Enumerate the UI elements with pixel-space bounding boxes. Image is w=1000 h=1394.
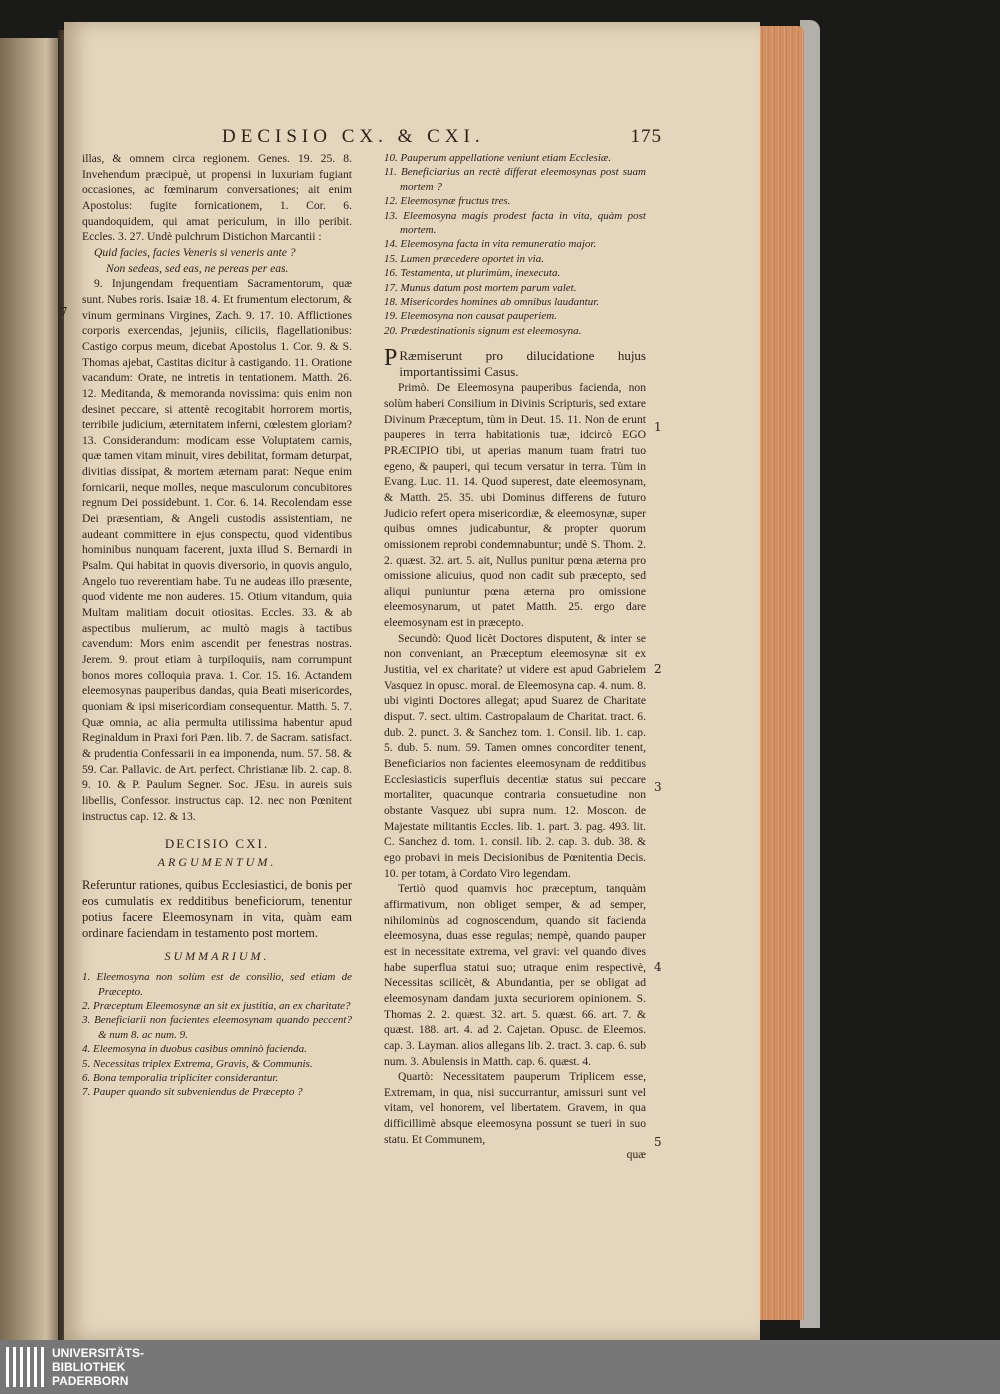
- topic-item: 11. Beneficiarius an rectè differat eleemosynas post suam mortem ?: [384, 166, 646, 193]
- right-paragraph: Secundò: Quod licèt Doctores disputent, & inter se non conveniant, an Præceptum eleemosynæ sit ex Justitia, vel ex charitate? ut videre est apud Gabrielem Vasquez in opusc. moral. de Eleemosyna cap. 4. num. 8. ubi viginti Doctores allegat; apud Suarez de Charitate disput. 7. sect. ultim. Castropalaum de Charitat. tract. 6. dub. 2. punct. 3. & Sanchez tom. 1. Consil. lib. 1. cap. 5. dub. 5. num. 59. Tamen omnes concorditer tenent, Beneficiarios non facientes eleemosynam de redditibus Ecclesiasticis superfluis decentiæ status sui peccare mortaliter, quacunque contraria consuetudine non obstante Vasquez ubi supra num. 12. Moscon. de Majestate militantis Eccles. lib. 1. part. 3. pag. 493. lit. C. Sanchez d. tom. 1. consil. lib. 2. cap. 3. dub. 38. & ego probavi in meis Decisionibus de Pœnitentia Decis. 10. per totam, à Cordato Viro legendam.: [384, 631, 646, 880]
- margin-note-left: 7: [60, 305, 68, 319]
- topic-item: 19. Eleemosyna non causat pauperiem.: [384, 310, 557, 323]
- library-name-line: PADERBORN: [52, 1374, 129, 1388]
- topic-item: 13. Eleemosyna magis prodest facta in vita, quàm post mortem.: [384, 209, 646, 237]
- argumentum-text: Referuntur rationes, quibus Ecclesiastici, de bonis per eos cumulatis ex redditibus beneficiorum, tenentur potius facere Eleemosynam in vita, quàm eam ordinare faciendam in testamento post mortem.: [82, 877, 352, 940]
- argumentum-title: ARGUMENTUM.: [157, 854, 277, 869]
- margin-number: 3: [654, 780, 662, 794]
- summarium-item: 6. Bona temporalia tripliciter considerantur.: [82, 1072, 279, 1085]
- topic-item: 17. Munus datum post mortem parum valet.: [384, 281, 577, 294]
- library-stamp-bar: [0, 1340, 1000, 1394]
- topic-item: 12. Eleemosynæ fructus tres.: [384, 195, 511, 208]
- right-column: [384, 151, 646, 1163]
- decisio-title: DECISIO CXI.: [164, 836, 270, 852]
- summarium-list: [82, 970, 352, 1100]
- left-body-text: 9. Injungendam frequentiam Sacramentorum, quæ sunt. Nubes roris. Isaiæ 18. 4. Et frumentum electorum, & vinum germinans Virgines, Zach. 9. 17. 10. Afflictiones corporis exercendas, jejuniis, ciliciis, flagellationibus: Castigo corpus meum, dicebat Apostolus 1. Cor. 9. & S. Thomas ajebat, Castitas dicitur à castigando. 11. Oratione vacandum: Orate, ne intretis in tentationem. Matth. 26. 12. Meditanda, & memoranda novissima: quis enim non desinet peccare, si attentè recogitabit horrorem mortis, terribile judicium, æternitatem inferni, cœlestem gloriam? 13. Considerandum: modicam esse Voluptatem carnis, quæ tamen vitam minuit, vires debilitat, formam deturpat, divitias dissipat, & mortem æternam parat: Neque enim fornicarii, neque molles, neque masculorum concubitores regnum Dei possidebunt. 1. Cor. 6. 14. Recolendam esse Dei præsentiam, & Angeli custodis assistentiam, ne audeant committere in ejus conspectu, quod videntibus hominibus nunquam facerent, juxta illud S. Bernardi in Psalm. Qui habitat in quovis diversorio, in quovis angulo, Angelo tuo reverentiam habe. Tu ne audeas illo præsente, quod vidente me non auderes. 15. Otium vitandum, quia Multam malitiam docuit otiositas. Eccles. 33. & ab aspectibus mulierum, ac multò magis à tactibus cavendum: Mors enim ascendit per fenestras nostras. Jerem. 9. prout etiam à turpiloquiis, nam corrumpunt bonos mores colloquia prava. 1. Cor. 15. 16. Actandem eleemosynas pauperibus dandas, quia Beati misericordes, quoniam & ipsi misericordiam consequentur. Matth. 5. 7. Quæ omnia, ac alia permulta utilissima habentur apud Reginaldum in Praxi fori Pæn. lib. 7. de Sacram. satisfact. & prudentia Confessarii in ea imponenda, num. 57. 58. & 59. Car. Pallavic. de Art. perfect. Christianæ lib. 2. cap. 8. 9. 10. & P. Paulum Segner. Soc. JEsu. in aureis suis libellis, Confessor. instructus cap. 12. nec non Pœnitent instructus cap. 12. & 13.: [82, 277, 352, 823]
- summarium-item: 4. Eleemosyna in duobus casibus omninò facienda.: [82, 1043, 307, 1056]
- summarium-item: 7. Pauper quando sit subveniendus de Præcepto ?: [82, 1086, 303, 1099]
- topics-list: [384, 151, 646, 338]
- margin-number: 4: [654, 960, 662, 974]
- library-name: [52, 1346, 144, 1388]
- header-title: DECISIO CX. & CXI.: [222, 126, 485, 147]
- catchword: quæ: [626, 1148, 646, 1162]
- margin-number: 2: [654, 662, 662, 676]
- library-logo-icon: [6, 1347, 46, 1387]
- left-paragraph: illas, & omnem circa regionem. Genes. 19. 25. 8. Invehendum præcipuè, ut propensi in luxuriam fugiant occasiones, ac fœminarum conversationes; ait enim Apostolus: fugite fornicationem, 1. Cor. 6. quandoquidem, qui amat periculum, in illo peribit. Eccles. 3. 27. Undè pulchrum Distichon Marcantii :: [82, 152, 352, 244]
- topic-item: 18. Misericordes homines ab omnibus laudantur.: [384, 296, 600, 309]
- library-name-line: BIBLIOTHEK: [52, 1360, 126, 1374]
- verse-line: Non sedeas, sed eas, ne pereas per eas.: [106, 261, 289, 275]
- summarium-item: 2. Præceptum Eleemosynæ an sit ex justitia, an ex charitate?: [82, 1000, 351, 1012]
- intro-text: Ræmiserunt pro dilucidatione hujus importantissimi Casus.: [399, 348, 646, 380]
- intro-paragraph: [384, 345, 646, 380]
- margin-number: 5: [654, 1135, 662, 1149]
- summarium-item: 3. Beneficiarii non facientes eleemosynam quando peccent? & num 8. ac num. 9.: [82, 1014, 352, 1041]
- summarium-title: SUMMARIUM.: [164, 948, 270, 963]
- drop-cap: P: [384, 345, 398, 372]
- topic-item: 14. Eleemosyna facta in vita remuneratio major.: [384, 238, 597, 251]
- summarium-item: 5. Necessitas triplex Extrema, Gravis, & Communis.: [82, 1057, 313, 1070]
- right-paragraph: Tertiò quod quamvis hoc præceptum, tanquàm affirmativum, non obliget semper, & ad semper, nihilominùs ad cognoscendum, quando sit facienda eleemosyna, duas esse regulas; nempè, quando pauper est in necessitate extrema, vel gravi: vel quando dives habe superflua statui suo; utraque enim respectivè, Necessitas scilicèt, & Abundantia, per se obligat ad eleemosynam dandam juxta securiorem opinionem. S. Thomas 2. 2. quæst. 32. art. 5. quæst. 66. art. 7. & quæst. 188. art. 4. ad 2. Cajetan. Opusc. de Eleemos. cap. 3. Layman. alios allegans lib. 2. tract. 3. cap. 6. sub num. 3. Abulensis in Matth. cap. 6. quæst. 4.: [384, 882, 646, 1068]
- verse-line: Quid facies, facies Veneris si veneris ante ?: [94, 245, 296, 259]
- margin-number: 1: [654, 420, 662, 434]
- left-column: [82, 151, 352, 1100]
- topic-item: 20. Prædestinationis signum est eleemosyna.: [384, 324, 582, 337]
- topic-item: 16. Testamenta, ut plurimùm, inexecuta.: [384, 267, 561, 280]
- topic-item: 10. Pauperum appellatione veniunt etiam Ecclesiæ.: [384, 152, 611, 164]
- right-paragraph: Quartò: Necessitatem pauperum Triplicem esse, Extremam, in qua, nisi succurrantur, amissuri sunt vel vitam, vel honorem, vel libertatem. Gravem, in qua difficillimè absque eleemosyna possunt se tueri in suo statu. Et Communem,: [384, 1070, 646, 1146]
- topic-item: 15. Lumen præcedere oportet in via.: [384, 252, 544, 265]
- running-header: [222, 126, 662, 150]
- summarium-item: 1. Eleemosyna non solùm est de consilio, sed etiam de Præcepto.: [82, 971, 352, 998]
- right-paragraph: Primò. De Eleemosyna pauperibus facienda, non solùm haberi Consilium in Divinis Scripturis, sed extare Divinum Præceptum, tùm in Deut. 15. 11. Non de erunt pauperes in terra habitationis tuæ, idcircò EGO PRÆCIPIO tibi, ut aperias manum tuam fratri tuo egeno, & pauperi, qui tecum versatur in terra. Tùm in Evang. Luc. 11. 14. Quod superest, date eleemosynam, & Matth. 25. 35. ubi Dominus differens de futuro Judicio refert opera misericordiæ, & eleemosynæ, super quibus omnes judicabuntur, & propter quorum omissionem reprobi condemnabuntur; undè S. Thom. 2. 2. quæst. 32. art. 5. ait, Nullus punitur pœna æterna pro omissione alicuius, quod non cadit sub præcepto, sed aliqui puniuntur pœna æterna pro omissione eleemosynarum, ut patet Matth. 25. ergo dare eleemosynam est in præcepto.: [384, 381, 646, 630]
- page-number: 175: [630, 126, 662, 147]
- library-name-line: UNIVERSITÄTS-: [52, 1346, 145, 1360]
- left-page-edge: [0, 38, 66, 1340]
